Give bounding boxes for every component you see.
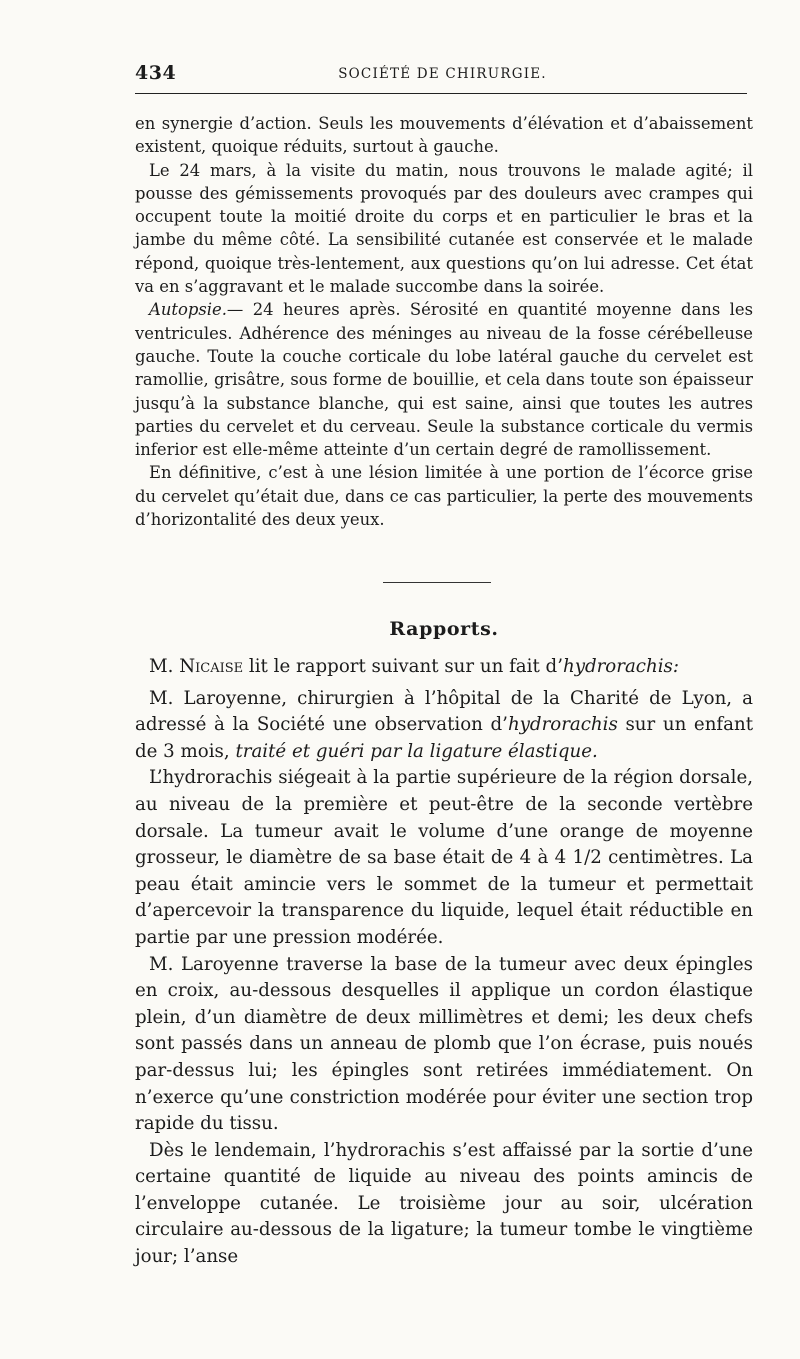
intro-term: hydrorachis:: [562, 656, 679, 677]
header-rule: [135, 93, 747, 94]
paragraph: Le 24 mars, à la visite du matin, nous trouvons le malade agité; il pousse des gémissements provoqués par des douleurs avec crampes qui occupent toute la moitié droite du corps et en particulier le bras et la jambe du même côté. La sensibilité cutanée est conservée et le malade répond, quoique très-lentement, aux questions qu’on lui adresse. Cet état va en s’aggravant et le malade succombe dans la soirée.: [135, 160, 753, 297]
p1-start: M. Laroyenne, chirurgien à l’hôpital de la Charité de Lyon, a adressé à la Société une observation d’: [135, 687, 753, 736]
p1-italic: traité et guéri par la ligature élastique.: [235, 740, 598, 762]
page-header: [135, 58, 750, 86]
paragraph: [135, 686, 753, 766]
paragraph: Dès le lendemain, l’hydrorachis s’est affaissé par la sortie d’une certaine quantité de liquide au niveau des points amincis de l’enveloppe cutanée. Le troisième jour au soir, ulcération circulaire au-dessous de la ligature; la tumeur tombe le vingtième jour; l’anse: [135, 1139, 753, 1268]
p1-term: hydrorachis: [507, 714, 618, 736]
p1-middle: sur un enfant de 3 mois,: [135, 714, 754, 762]
section-divider: [383, 582, 491, 583]
autopsy-label: Autopsie.: [149, 300, 227, 320]
case-report-text: [135, 112, 753, 531]
intro-prefix: M.: [149, 656, 174, 677]
paragraph: [135, 298, 753, 461]
paragraph: En définitive, c’est à une lésion limitée à une portion de l’écorce grise du cervelet qu’était due, dans ce cas particulier, la perte des mouvements d’horizontalité des deux yeux.: [135, 463, 753, 530]
section-title: Rapports.: [389, 618, 499, 640]
paragraph: en synergie d’action. Seuls les mouvements d’élévation et d’abaissement existent, quoique réduits, surtout à gauche.: [135, 114, 753, 157]
autopsy-text: — 24 heures après. Sérosité en quantité moyenne dans les ventricules. Adhérence des méninges au niveau de la fosse cérébelleuse gauche. Toute la couche corticale du lobe latéral gauche du cervelet est ramollie, grisâtre, sous forme de bouillie, et cela dans toute son épaisseur jusqu’à la substance blanche, qui est saine, ainsi que toutes les autres parties du cervelet et du cerveau. Seule la substance corticale du vermis inferior est elle-même atteinte d’un certain degré de ramollissement.: [135, 300, 753, 460]
author-name: Nicaise: [179, 656, 244, 677]
paragraph: M. Laroyenne traverse la base de la tumeur avec deux épingles en croix, au-dessous desquelles il applique un cordon élastique plein, d’un diamètre de deux millimètres et demi; les deux chefs sont passés dans un anneau de plomb que l’on écrase, puis noués par-dessus lui; les épingles sont retirées immédiatement. On n’exerce qu’une constriction modérée pour éviter une section trop rapide du tissu.: [135, 953, 753, 1135]
report-text: [135, 654, 753, 1271]
paragraph: L’hydrorachis siégeait à la partie supérieure de la région dorsale, au niveau de la première et peut-être de la seconde vertèbre dorsale. La tumeur avait le volume d’une orange de moyenne grosseur, le diamètre de sa base était de 4 à 4 1/2 centimètres. La peau était amincie vers le sommet de la tumeur et permettait d’apercevoir la transparence du liquide, lequel était réductible en partie par une pression modérée.: [135, 767, 753, 948]
report-intro: [135, 654, 753, 681]
intro-text: lit le rapport suivant sur un fait d’: [243, 656, 563, 677]
page-number: 434: [135, 62, 177, 84]
running-title: SOCIÉTÉ DE CHIRURGIE.: [338, 66, 547, 82]
